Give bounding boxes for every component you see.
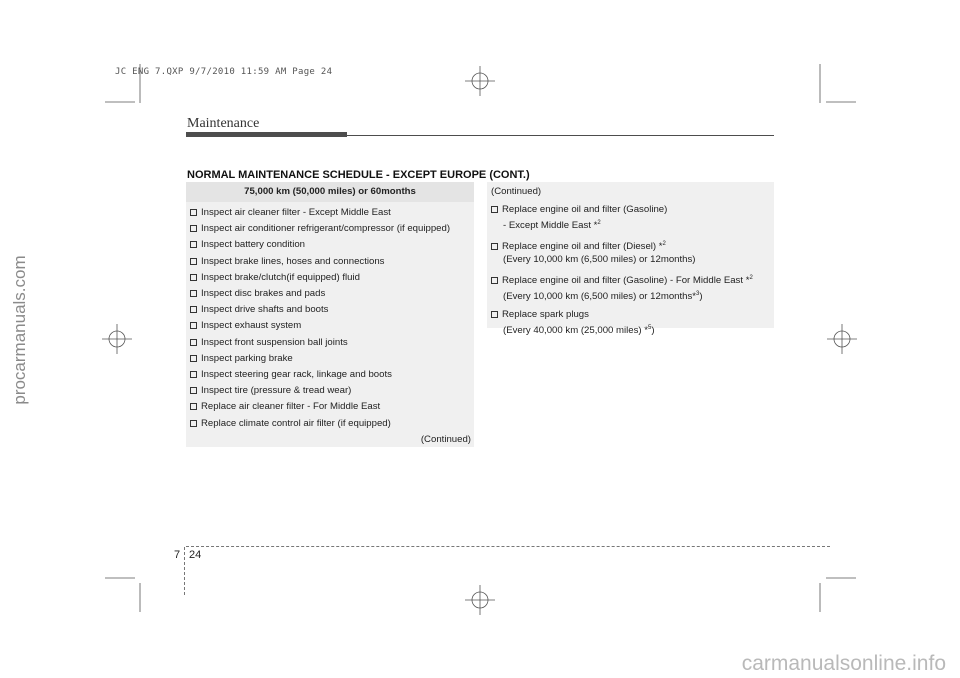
left-item-list xyxy=(186,202,474,432)
checkbox-icon xyxy=(190,339,197,346)
continued-note: (Continued) xyxy=(491,186,542,197)
list-item: Replace spark plugs (Every 40,000 km (25,000 miles) *$^5$) xyxy=(487,309,774,337)
checkbox-icon xyxy=(190,241,197,248)
checkbox-icon xyxy=(190,355,197,362)
footnote-marker: 2 xyxy=(662,241,666,247)
list-item: Inspect battery condition xyxy=(190,237,474,253)
list-item: Inspect exhaust system xyxy=(190,318,474,334)
checkbox-icon xyxy=(190,371,197,378)
list-item: Inspect air cleaner filter - Except Middle East xyxy=(190,205,474,221)
left-schedule-panel xyxy=(186,182,474,447)
checkbox-icon xyxy=(190,290,197,297)
list-item: Inspect air conditioner refrigerant/compressor (if equipped) xyxy=(190,221,474,237)
footnote-marker: 2 xyxy=(749,275,753,281)
footnote-marker: 2 xyxy=(597,219,601,226)
list-item: Replace air cleaner filter - For Middle East xyxy=(190,399,474,415)
checkbox-icon xyxy=(190,403,197,410)
section-title: Maintenance xyxy=(187,116,260,131)
list-item: Inspect tire (pressure & tread wear) xyxy=(190,383,474,399)
list-item: Inspect drive shafts and boots xyxy=(190,302,474,318)
checkbox-icon xyxy=(491,277,498,284)
watermark-bottom: carmanualsonline.info xyxy=(741,652,946,675)
list-item: Inspect front suspension ball joints xyxy=(190,335,474,351)
list-item: Inspect parking brake xyxy=(190,351,474,367)
checkbox-icon xyxy=(190,274,197,281)
checkbox-icon xyxy=(190,209,197,216)
right-schedule-panel xyxy=(487,182,774,336)
interval-title: 75,000 km (50,000 miles) or 60months xyxy=(186,182,474,202)
registration-target-bottom xyxy=(465,585,495,615)
checkbox-icon xyxy=(491,206,498,213)
checkbox-icon xyxy=(190,420,197,427)
continued-note: (Continued) xyxy=(420,434,471,445)
checkbox-icon xyxy=(190,306,197,313)
checkbox-icon xyxy=(491,311,498,318)
list-item: Replace engine oil and filter (Gasoline) - Except Middle East *$^2$ xyxy=(487,204,774,232)
registration-target-top xyxy=(465,66,495,96)
page-number: 24 xyxy=(189,549,202,561)
schedule-heading: NORMAL MAINTENANCE SCHEDULE - EXCEPT EUROPE (CONT.) xyxy=(187,169,530,181)
list-item: Replace engine oil and filter (Diesel) *$^2$ (Every 10,000 km (6,500 miles) or 12months) xyxy=(487,238,774,266)
list-item: Inspect brake/clutch(if equipped) fluid xyxy=(190,270,474,286)
footer-divider xyxy=(184,547,185,595)
registration-target-right xyxy=(827,324,857,354)
registration-target-left xyxy=(102,324,132,354)
list-item: Replace climate control air filter (if equipped) xyxy=(190,416,474,432)
list-item: Replace engine oil and filter (Gasoline) - For Middle East *$^2$ (Every 10,000 km (6,500 miles) or 12months*$^3$) xyxy=(487,272,774,303)
checkbox-icon xyxy=(491,243,498,250)
checkbox-icon xyxy=(190,225,197,232)
list-item: Inspect disc brakes and pads xyxy=(190,286,474,302)
checkbox-icon xyxy=(190,258,197,265)
header-rule xyxy=(347,135,774,136)
list-item: Inspect brake lines, hoses and connections xyxy=(190,254,474,270)
print-slug: JC ENG 7.QXP 9/7/2010 11:59 AM Page 24 xyxy=(115,67,333,77)
checkbox-icon xyxy=(190,387,197,394)
footer-rule xyxy=(186,546,830,547)
header-bar xyxy=(186,132,347,137)
watermark-left: procarmanuals.com xyxy=(10,255,29,405)
footnote-marker: 5 xyxy=(648,324,652,331)
checkbox-icon xyxy=(190,322,197,329)
list-item: Inspect steering gear rack, linkage and boots xyxy=(190,367,474,383)
footnote-marker: 3 xyxy=(696,290,700,297)
chapter-number: 7 xyxy=(174,549,181,561)
